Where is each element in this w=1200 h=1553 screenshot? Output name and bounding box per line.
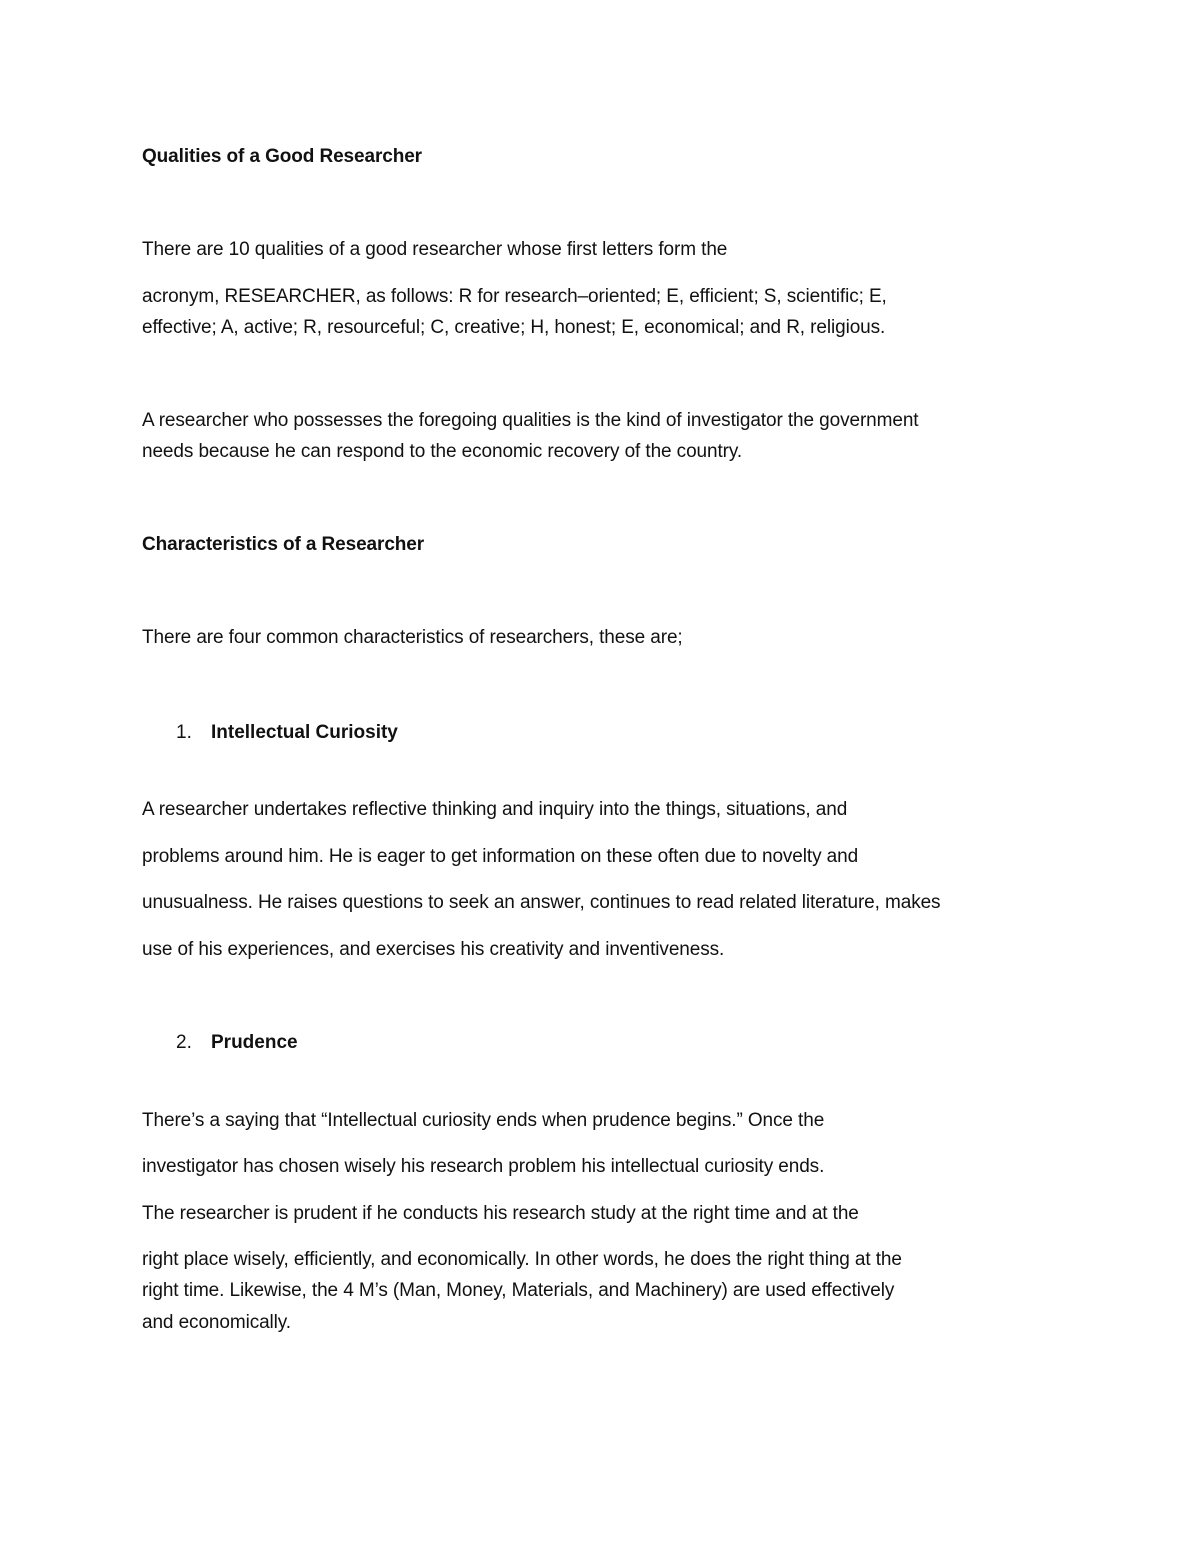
government-line-1: A researcher who possesses the foregoing qualities is the kind of investigator the government: [142, 410, 919, 431]
intro-line-2: acronym, RESEARCHER, as follows: R for research–oriented; E, efficient; S, scientific; E,: [142, 286, 887, 307]
item-title-intellectual-curiosity: Intellectual Curiosity: [211, 722, 398, 743]
intro-line-3: effective; A, active; R, resourceful; C, creative; H, honest; E, economical; and R, religious.: [142, 317, 886, 338]
prudence-line-2: investigator has chosen wisely his research problem his intellectual curiosity ends.: [142, 1156, 825, 1177]
curiosity-line-4: use of his experiences, and exercises his creativity and inventiveness.: [142, 939, 725, 960]
heading-qualities: Qualities of a Good Researcher: [142, 146, 422, 167]
list-number-1: 1.: [176, 722, 192, 743]
prudence-line-4: right place wisely, efficiently, and economically. In other words, he does the right thing at the: [142, 1249, 902, 1270]
government-line-2: needs because he can respond to the economic recovery of the country.: [142, 441, 743, 462]
list-number-2: 2.: [176, 1032, 192, 1053]
curiosity-line-1: A researcher undertakes reflective thinking and inquiry into the things, situations, and: [142, 799, 848, 820]
heading-characteristics: Characteristics of a Researcher: [142, 534, 425, 555]
prudence-line-6: and economically.: [142, 1312, 291, 1333]
prudence-line-1: There’s a saying that “Intellectual curiosity ends when prudence begins.” Once the: [142, 1110, 825, 1131]
item-title-prudence: Prudence: [211, 1032, 298, 1053]
prudence-line-3: The researcher is prudent if he conducts his research study at the right time and at the: [142, 1203, 859, 1224]
curiosity-line-3: unusualness. He raises questions to seek an answer, continues to read related literature, makes: [142, 892, 941, 913]
prudence-line-5: right time. Likewise, the 4 M’s (Man, Money, Materials, and Machinery) are used effectively: [142, 1280, 895, 1301]
curiosity-line-2: problems around him. He is eager to get information on these often due to novelty and: [142, 846, 859, 867]
characteristics-intro: There are four common characteristics of researchers, these are;: [142, 627, 683, 648]
intro-line-1: There are 10 qualities of a good researcher whose first letters form the: [142, 239, 728, 260]
